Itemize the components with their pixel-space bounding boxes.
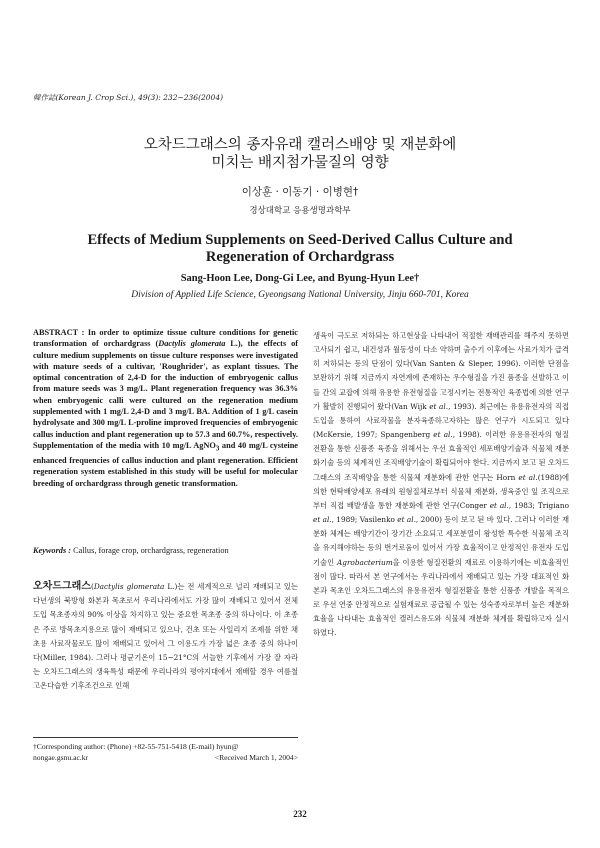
abstract-text-3: and 40 mg/L cysteine enhanced frequencies of callus induction and plant regeneration. Efficient regeneration system established in this study will be useful for molecular breeding of orchardgrass through genetic transformation.	[33, 440, 298, 488]
korean-title	[0, 136, 600, 172]
right-text-7: , 2000) 등이 보고 된 바 있다. 그러나 이러한 재분화 체계는 배양기간이 장기간 소요되고 세포분열이 왕성한 특수한 식물체 조직을 유지해야하는 등의 번거로움이 있어서 가장 효율적이고 안정적인 유전자 도입기술인	[313, 515, 569, 567]
english-title-line2: Regeneration of Orchardgrass	[205, 249, 395, 265]
korean-title-line1: 오차드그래스의 종자유래 캘러스배양 및 재분화에	[143, 137, 457, 153]
korean-affiliation: 경상대학교 응용생명과학부	[249, 206, 351, 216]
right-etal-2: et al.	[433, 430, 453, 440]
right-etal-6: et al.	[397, 515, 416, 525]
right-agrobacterium: Agrobacterium	[337, 557, 393, 567]
abstract-subscript: 3	[215, 445, 220, 453]
abstract-text-1: In order to optimize tissue culture conditions for genetic transformation of orchardgrass (	[33, 328, 298, 349]
english-title	[0, 232, 600, 266]
english-authors: Sang-Hoon Lee, Dong-Gi Lee, and Byung-Hyun Lee†	[180, 273, 420, 284]
right-text-5: , 1983; Trigiano	[508, 500, 569, 510]
right-text-6: , 1989; Vasilenko	[331, 515, 398, 525]
keywords	[33, 546, 298, 555]
intro-right-column	[313, 329, 569, 640]
footnote-divider	[33, 737, 298, 738]
page-number: 232	[293, 809, 307, 819]
right-etal-5: et al.	[313, 515, 332, 525]
abstract-label: ABSTRACT :	[33, 328, 85, 337]
abstract	[33, 327, 298, 489]
footnote-line1: †Corresponding author: (Phone) +82-55-751-5418 (E-mail) hyun@	[33, 742, 239, 751]
english-title-line1: Effects of Medium Supplements on Seed-Derived Callus Culture and	[87, 232, 513, 248]
korean-title-line2: 미치는 배지첨가물질의 영향	[211, 155, 389, 171]
english-affiliation: Division of Applied Life Science, Gyeongsang National University, Jinju 660-701, Korea	[131, 290, 469, 300]
right-etal-3: et al.	[518, 472, 538, 482]
journal-citation: 韓作誌(Korean J. Crop Sci.), 49(3): 232~236(2004)	[33, 93, 224, 102]
keywords-label: Keywords :	[33, 546, 72, 555]
abstract-text-2: L.), the effects of culture medium supplements on tissue culture responses were investigated with mature seeds of a cultivar, 'Roughrider', as explant tissues. The optimal concentration of 2,4-D for the induction of embryogenic callus from mature seeds was 3 mg/L. Plant regeneration frequency was 36.3% when embryogenic calli were cultured on the regeneration medium supplemented with 1 mg/L 2,4-D and 3 mg/L BA. Addition of 1 g/L casein hydrolysate and 300 mg/L L-proline improved frequencies of embryogenic callus induction and plant regeneration up to 57.3 and 60.7%, respectively. Supplementation of the media with 10 mg/L AgNO	[33, 339, 299, 450]
intro-species: Dactylis glomerata	[93, 582, 165, 591]
keywords-text: Callus, forage crop, orchardgrass, regeneration	[73, 546, 229, 555]
footnote	[33, 741, 298, 763]
intro-left-column: 오차드그래스(Dactylis glomerata L.)는 전 세계적으로 널리 재배되고 있는 다년생의 북방형 화본과 목초로서 우리나라에서도 가장 많이 재배되고 있어서 전체 도입 목초종자의 90% 이상을 차지하고 있는 중요한 목초종 중의 하나이다. 이 초종은 주로 방목초지용으로 많이 재배되고 있으나, 건초 또는 사일리지 조제를 위한 채초용 사료작물로도 많이 재배되고 있어서 그 이용도가 가장 넓은 초종 중의 하나이다(Miller, 1984). 그러나 평균기온이 15~21°C의 서늘한 기후에서 가장 잘 자라는 오차드그래스의 생육특성 때문에 우리나라의 평야지대에서 재배할 경우 여름철 고온다습한 기후조건으로 인해	[33, 581, 298, 691]
right-text-8: 을 이용한 형질전환의 재료로 이용하기에는 비효율적인 점이 많다. 따라서 본 연구에서는 우리나라에서 재배되고 있는 가장 대표적인 화본과 목초인 오차드그래스의 유용유전자 형질전환을 통한 신품종 개발을 목적으로 우선 연중 안정적으로 실험재료로 공급될 수 있는 성숙종자로부터 높은 재분화 효율을 나타내는 효율적인 캘러스유도와 식물체 재분화 체계를 확립하고자 실시하였다.	[313, 557, 569, 638]
right-text-3: , 1998). 이러한 유용유전자의 형질전환을 통한 신품종 육종을 위해서는 우선 효율적인 세포배양기술과 식물체 재분화기술 등의 체계적인 조직배양기술이 확립되어야 한다. 지금까지 보고 된 오차드그래스의 조직배양을 통한 식물체 재분화에 관한 연구는 Horn	[313, 430, 569, 482]
right-etal-1: et al.	[429, 401, 449, 411]
footnote-email-rest: nongae.gsnu.ac.kr	[33, 753, 89, 762]
right-text-2: , 1993). 최근에는 유용유전자의 직접도입을 통하여 사료작물을 분자육종하고자하는 많은 연구가 시도되고 있다(McKersie, 1997; Spangenberg	[313, 401, 569, 440]
right-text-4: (1988)에 의한 현탁배양세포 유래의 원형질체로부터 식물체 재분화, 생육중인 잎 조직으로부터 직접 배발생을 통한 재분화에 관한 연구(Conger	[313, 472, 569, 510]
korean-authors: 이상훈 · 이동기 · 이병현†	[241, 186, 359, 198]
right-etal-4: et al.	[489, 500, 509, 510]
received-date: <Received March 1, 2004>	[214, 753, 298, 762]
intro-lead-word: 오차드그래스	[33, 581, 91, 592]
intro-left-text: L.)는 전 세계적으로 널리 재배되고 있는 다년생의 북방형 화본과 목초로서 우리나라에서도 가장 많이 재배되고 있어서 전체 도입 목초종자의 90% 이상을 차지하고 있는 중요한 목초종 중의 하나이다. 이 초종은 주로 방목초지용으로 많이 재배되고 있으나, 건초 또는 사일리지 조제를 위한 채초용 사료작물로도 많이 재배되고 있어서 그 이용도가 가장 넓은 초종 중의 하나이다(Miller, 1984). 그러나 평균기온이 15~21°C의 서늘한 기후에서 가장 잘 자라는 오차드그래스의 생육특성 때문에 우리나라의 평야지대에서 재배할 경우 여름철 고온다습한 기후조건으로 인해	[33, 582, 298, 691]
abstract-species: Dactylis glomerata	[158, 339, 226, 349]
right-text-1: 생육이 극도로 저하되는 하고현상을 나타내어 적절한 재배관리를 해주지 못하면 고사되기 쉽고, 내건성과 월동성이 다소 약하며 출수기 이후에는 사료가치가 급격히 저하되는 등의 단점이 있다(Van Santen & Sleper, 1996). 이러한 단점을 보완하기 위해 지금까지 자연계에 존재하는 우수형질을 가진 품종을 선발하고 이들 간의 교잡에 의해 유용한 유전형질을 고정시키는 전통적인 육종법에 의한 연구가 활발히 진행되어 왔다(Van Wijk	[313, 331, 569, 411]
